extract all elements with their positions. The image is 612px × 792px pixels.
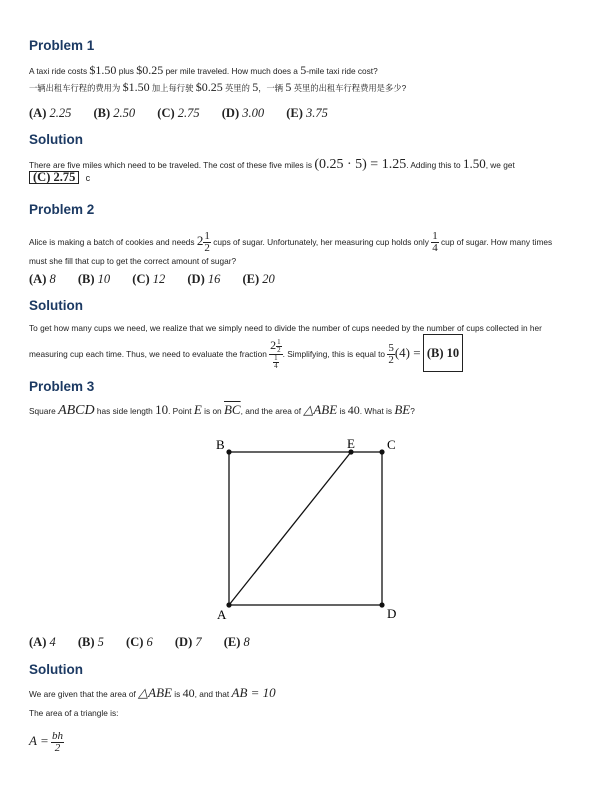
problem-1-chinese-text: 一辆出租车行程的费用为 $1.50 加上每行驶 $0.25 英里的 5，一辆 5 英里的出租车行程费用是多少? xyxy=(29,80,407,94)
solution-2-text-line2: measuring cup each time. Thus, we need to evaluate the fraction 2 $\frac{1}{2}$ $\frac{1}{4}$ . Simplifying, this is equal to $\frac{5}{2}$ (4) = (B) 10 xyxy=(29,334,463,372)
segment-ae xyxy=(229,452,351,605)
fraction: $\frac{bh}{2}$ xyxy=(52,730,64,755)
fraction: $\frac{1}{2}$ xyxy=(204,230,210,255)
choice: (C) 2.75 xyxy=(157,106,200,120)
choice: (D) 7 xyxy=(174,635,202,649)
fraction: $\frac{1}{4}$ xyxy=(432,230,438,255)
problem-2-text-line2: must she fill that cup to get the correct amount of sugar? xyxy=(29,256,237,266)
problem-3-text: Square ABCD has side length 10. Point E is on $\overline{BC}$, and the area of △ABE is 40. What is BE? xyxy=(29,402,415,418)
choice: (E) 3.75 xyxy=(286,106,328,120)
choice: (E) 8 xyxy=(223,635,250,649)
problem-2-choices xyxy=(29,272,294,287)
label-a: A xyxy=(217,607,227,622)
area-formula: A = $\frac{bh}{2}$ xyxy=(29,730,64,755)
solution-3-text-line2: The area of a triangle is: xyxy=(29,708,119,718)
problem-2-heading: Problem 2 xyxy=(29,202,95,217)
problem-2-text: Alice is making a batch of cookies and needs 2 $\frac{1}{2}$ cups of sugar. Unfortunately, her measuring cup holds only $\frac{1}{4}$ cup of sugar. How many times xyxy=(29,230,553,255)
fraction: $\frac{1}{2}$ xyxy=(277,338,281,355)
solution-3-text: We are given that the area of △ABE is 40, and that AB = 10 xyxy=(29,685,276,700)
choice: (D) 16 xyxy=(187,272,221,286)
fraction: $\frac{1}{4}$ xyxy=(274,354,278,371)
stray-mark: c xyxy=(85,173,91,183)
fraction: $\frac{5}{2}$ xyxy=(388,342,394,367)
choice: (C) 12 xyxy=(132,272,166,286)
label-d: D xyxy=(387,606,397,621)
choice: (A) 2.25 xyxy=(29,106,72,120)
choice: (A) 4 xyxy=(29,635,56,649)
choice: (D) 3.00 xyxy=(221,106,265,120)
label-b: B xyxy=(216,437,225,452)
square-figure xyxy=(209,432,429,627)
choice: (B) 10 xyxy=(77,272,111,286)
solution-2-text: To get how many cups we need, we realize that we simply need to divide the number of cups needed by the number of cups collected in her xyxy=(29,323,542,333)
square-abcd xyxy=(229,452,382,605)
problem-1-heading: Problem 1 xyxy=(29,38,95,53)
label-e: E xyxy=(347,436,355,451)
problem-1-text: A taxi ride costs $1.50 plus $0.25 per mile traveled. How much does a 5-mile taxi ride cost? xyxy=(29,63,378,77)
solution-2-heading: Solution xyxy=(29,298,83,313)
answer-box: (B) 10 xyxy=(423,334,463,372)
point-c xyxy=(379,449,384,454)
solution-3-heading: Solution xyxy=(29,662,83,677)
solution-1-text: There are five miles which need to be traveled. The cost of these five miles is (0.25 · 5) = 1.25. Adding this to 1.50, we get xyxy=(29,156,515,172)
problem-3-heading: Problem 3 xyxy=(29,379,95,394)
choice: (B) 5 xyxy=(77,635,104,649)
choice: (B) 2.50 xyxy=(93,106,136,120)
problem-1-choices xyxy=(29,106,347,121)
point-d xyxy=(379,602,384,607)
point-b xyxy=(226,449,231,454)
choice: (C) 6 xyxy=(126,635,153,649)
answer-box: (C) 2.75 xyxy=(29,171,79,184)
problem-3-choices xyxy=(29,635,269,650)
choice: (E) 20 xyxy=(242,272,275,286)
point-a xyxy=(226,602,231,607)
solution-1-answer-line xyxy=(29,171,90,184)
choice: (A) 8 xyxy=(29,272,56,286)
solution-1-heading: Solution xyxy=(29,132,83,147)
label-c: C xyxy=(387,437,396,452)
compound-fraction: 2 $\frac{1}{2}$ $\frac{1}{4}$ xyxy=(270,338,281,371)
